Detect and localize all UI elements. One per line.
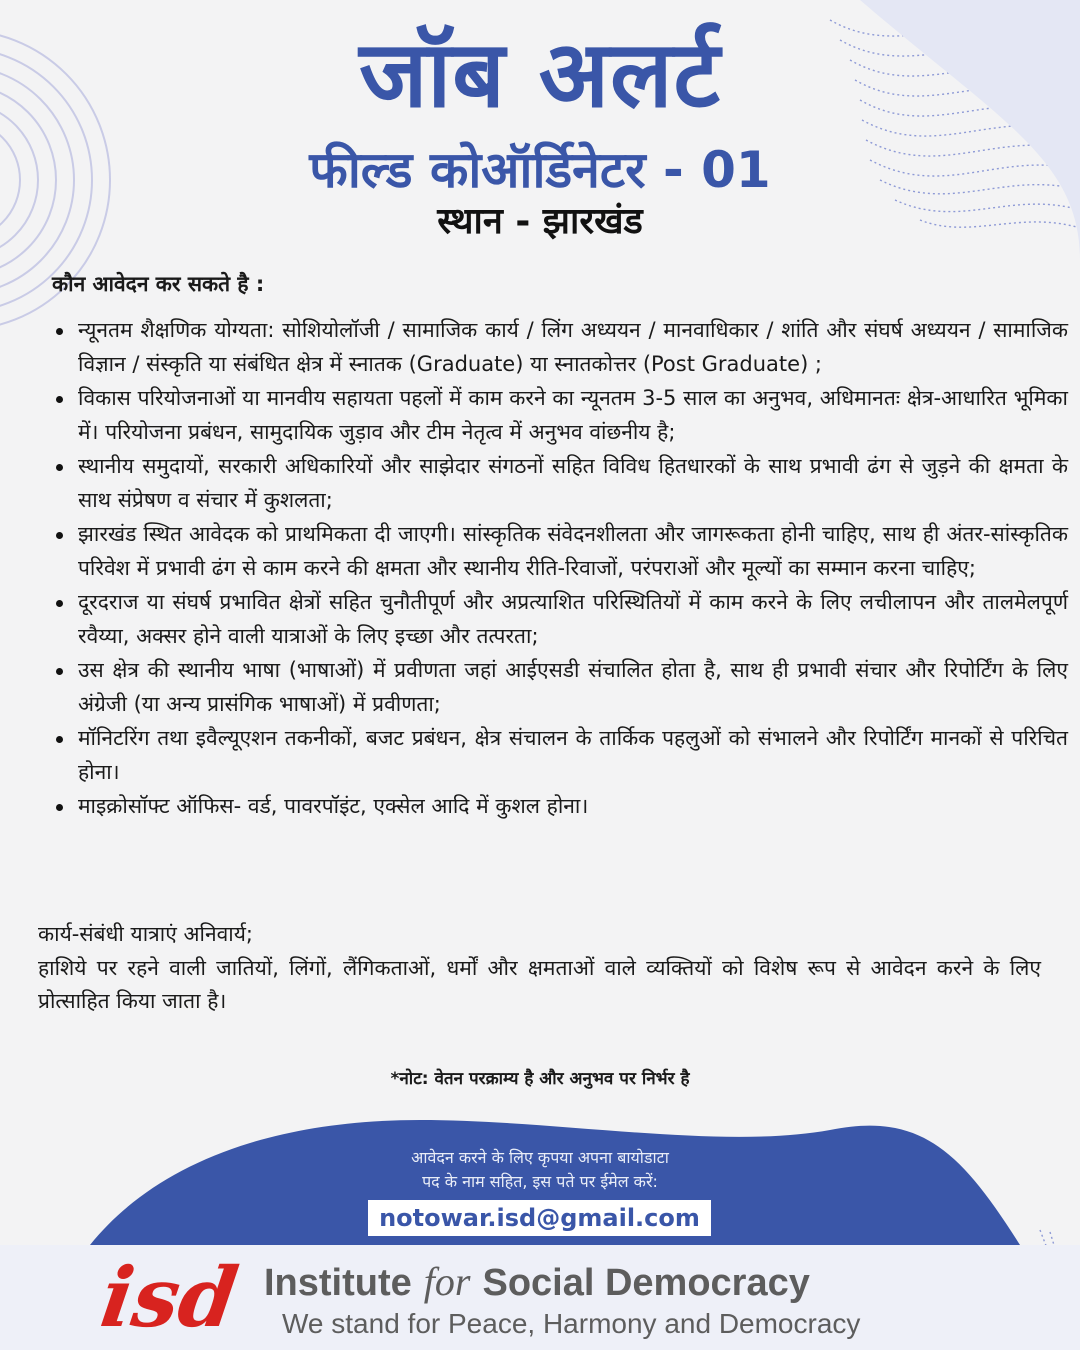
eligibility-list: [48, 314, 1068, 825]
org-name-part1: Institute: [264, 1262, 412, 1304]
diversity-statement: हाशिये पर रहने वाली जातियों, लिंगों, लैंगिकताओं, धर्मों और क्षमताओं वाले व्यक्तियों को विशेष रूप से आवेदन करने के लिए प्रोत्साहित किया जाता है।: [38, 955, 1041, 1013]
list-item: दूरदराज या संघर्ष प्रभावित क्षेत्रों सहित चुनौतीपूर्ण और अप्रत्याशित परिस्थितियों में काम करने के लिए लचीलापन और तालमेलपूर्ण रवैय्या, अक्सर होने वाली यात्राओं के लिए इच्छा और तत्परता;: [78, 586, 1068, 653]
list-item: उस क्षेत्र की स्थानीय भाषा (भाषाओं) में प्रवीणता जहां आईएसडी संचालित होता है, साथ ही प्रभावी संचार और रिपोर्टिंग के लिए अंग्रेजी (या अन्य प्रासंगिक भाषाओं) में प्रवीणता;: [78, 654, 1068, 721]
list-item: झारखंड स्थित आवेदक को प्राथमिकता दी जाएगी। सांस्कृतिक संवेदनशीलता और जागरूकता होनी चाहिए, साथ ही अंतर-सांस्कृतिक परिवेश में प्रभावी ढंग से काम करने की क्षमता और स्थानीय रीति-रिवाजों, परंपराओं और मूल्यों का सम्मान करना चाहिए;: [78, 518, 1068, 585]
salary-note: *नोट: वेतन परक्राम्य है और अनुभव पर निर्भर है: [390, 1069, 690, 1089]
list-item: विकास परियोजनाओं या मानवीय सहायता पहलों में काम करने का न्यूनतम 3-5 साल का अनुभव, अधिमानतः क्षेत्र-आधारित भूमिका में। परियोजना प्रबंधन, सामुदायिक जुड़ाव और टीम नेतृत्व में अनुभव वांछनीय है;: [78, 382, 1068, 449]
apply-line-2: पद के नाम सहित, इस पते पर ईमेल करें:: [422, 1172, 658, 1191]
organization-name: [264, 1258, 810, 1307]
eligibility-heading: कौन आवेदन कर सकते है :: [52, 272, 265, 296]
location-label: स्थान - झारखंड: [437, 201, 643, 242]
list-item: मॉनिटरिंग तथा इवैल्यूएशन तकनीकों, बजट प्रबंधन, क्षेत्र संचालन के तार्किक पहलुओं को संभालने और रिपोर्टिंग मानकों से परिचित होना।: [78, 722, 1068, 789]
org-name-for: for: [423, 1259, 471, 1304]
list-item: स्थानीय समुदायों, सरकारी अधिकारियों और साझेदार संगठनों सहित विविध हितधारकों के साथ प्रभावी ढंग से जुड़ने की क्षमता के साथ संप्रेषण व संचार में कुशलता;: [78, 450, 1068, 517]
list-item: न्यूनतम शैक्षणिक योग्यता: सोशियोलॉजी / सामाजिक कार्य / लिंग अध्ययन / मानवाधिकार / शांति और संघर्ष अध्ययन / सामाजिक विज्ञान / संस्कृति या संबंधित क्षेत्र में स्नातक (Graduate) या स्नातकोत्तर (Post Graduate) ;: [78, 314, 1068, 381]
apply-line-1: आवेदन करने के लिए कृपया अपना बायोडाटा: [411, 1148, 669, 1167]
apply-instructions: [0, 1146, 1080, 1194]
travel-requirement: कार्य-संबंधी यात्राएं अनिवार्य;: [38, 922, 253, 946]
email-link[interactable]: notowar.isd@gmail.com: [368, 1200, 711, 1236]
organization-tagline: We stand for Peace, Harmony and Democracy: [282, 1308, 861, 1339]
closing-text: [38, 918, 1041, 1019]
org-name-part2: Social Democracy: [482, 1262, 810, 1304]
page-title: जॉब अलर्ट: [359, 21, 721, 128]
isd-logo: isd: [95, 1250, 244, 1346]
list-item: माइक्रोसॉफ्ट ऑफिस- वर्ड, पावरपॉइंट, एक्सेल आदि में कुशल होना।: [78, 790, 1068, 824]
position-subtitle: फील्ड कोऑर्डिनेटर - 01: [309, 141, 771, 199]
